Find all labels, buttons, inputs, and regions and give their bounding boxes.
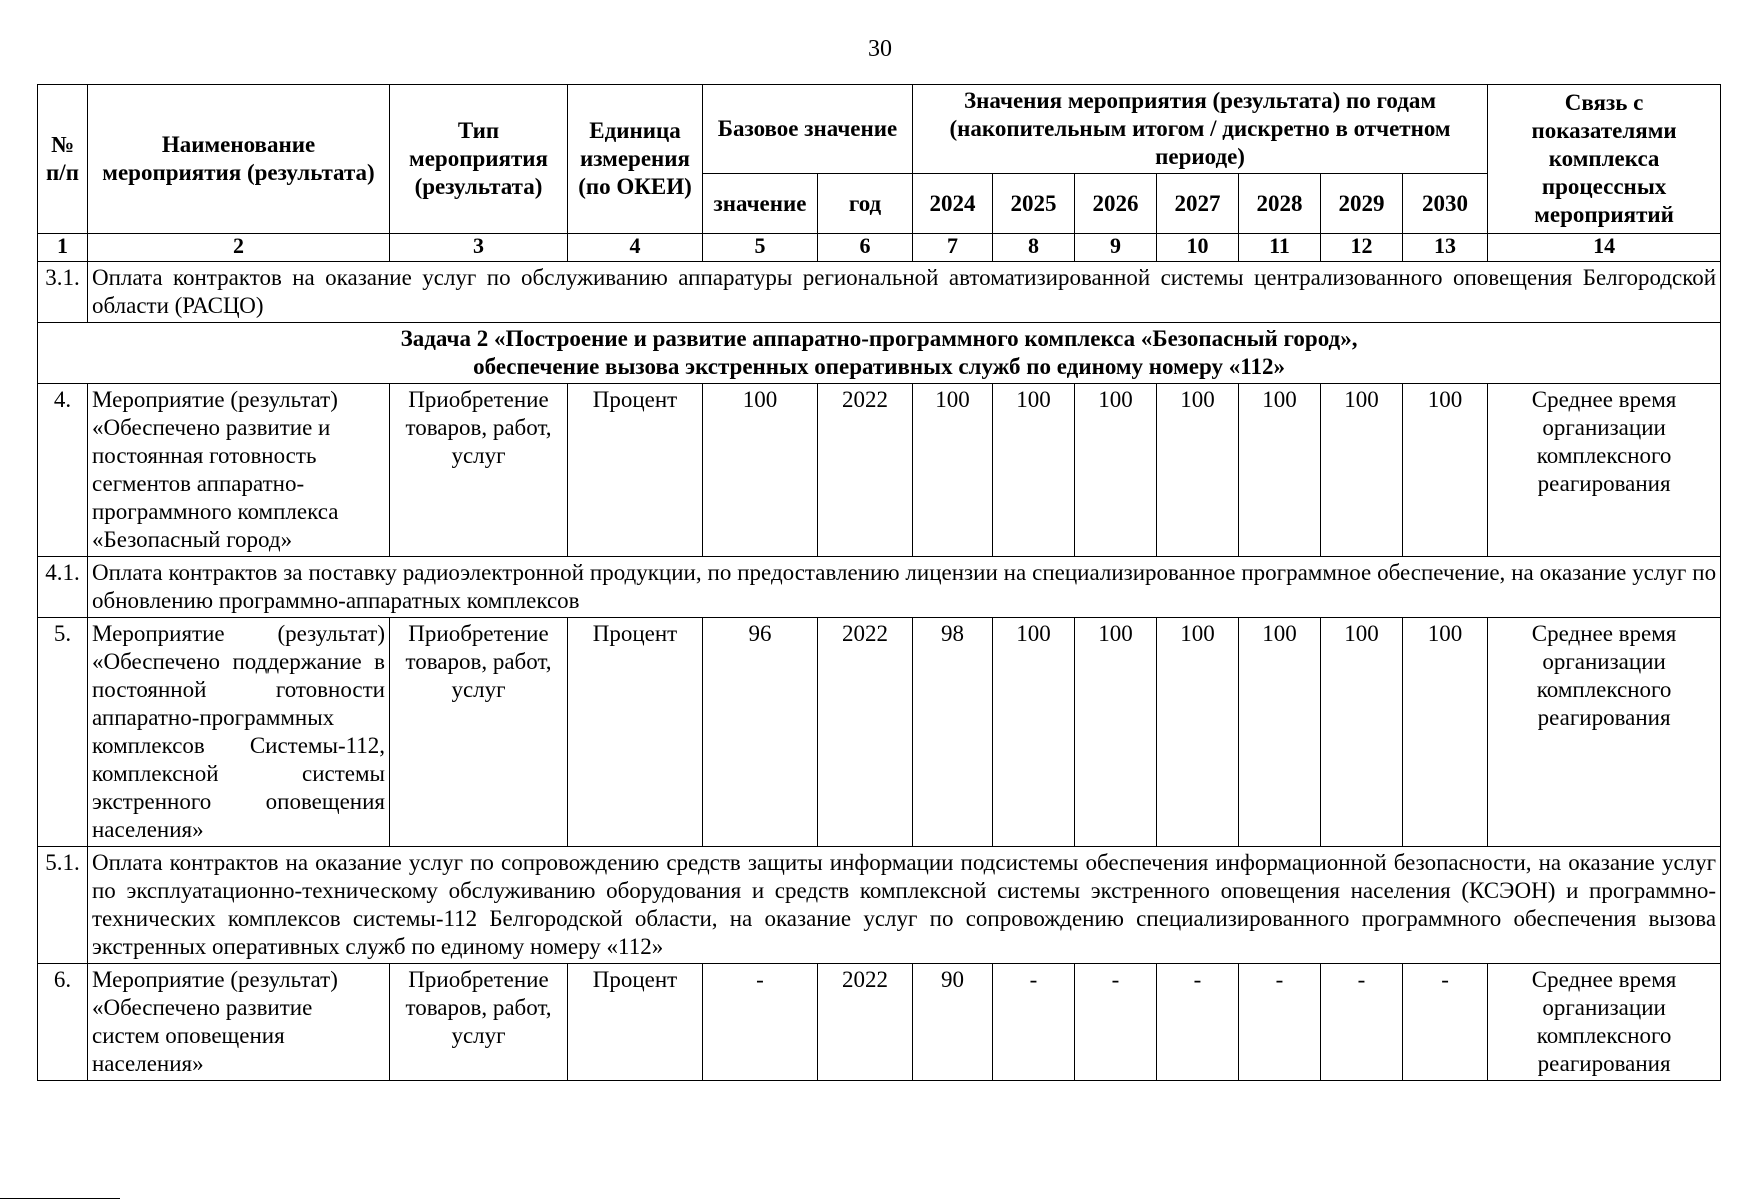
row-description: Оплата контрактов на оказание услуг по сопровождению средств защиты информации подсистемы обеспечения информационной безопасности, на оказание услуг по эксплуатационно-техническому обслуживанию оборудования и средств комплексной системы экстренного оповещения населения (КСЭОН) и программно-технических комплексов системы-112 Белгородской области, на оказание услуг по сопровождению специализированного программного обеспечения вызова экстренных оперативных служб по единому номеру «112» xyxy=(88,847,1721,964)
base-year: 2022 xyxy=(818,384,913,557)
activity-unit: Процент xyxy=(568,384,703,557)
table-header xyxy=(38,85,1721,234)
year-value: 100 xyxy=(993,384,1075,557)
year-value: 100 xyxy=(1157,618,1239,847)
task-row xyxy=(38,323,1721,384)
base-value: 96 xyxy=(703,618,818,847)
activity-name: Мероприятие (результат) «Обеспечено развитие и постоянная готовность сегментов аппаратно-программного комплекса «Безопасный город» xyxy=(88,384,390,557)
year-value: - xyxy=(1239,964,1321,1081)
year-value: 100 xyxy=(913,384,993,557)
header-num: № п/п xyxy=(38,85,88,234)
column-number: 12 xyxy=(1321,234,1403,262)
table-row xyxy=(38,618,1721,847)
header-year: 2027 xyxy=(1157,174,1239,234)
column-number: 1 xyxy=(38,234,88,262)
activity-name: Мероприятие (результат) «Обеспечено поддержание в постоянной готовности аппаратно-программных комплексов Системы-112, комплексной системы экстренного оповещения населения» xyxy=(88,618,390,847)
year-value: - xyxy=(1075,964,1157,1081)
column-number: 7 xyxy=(913,234,993,262)
year-value: 100 xyxy=(1321,384,1403,557)
table-row xyxy=(38,384,1721,557)
row-number: 5. xyxy=(38,618,88,847)
row-number: 4.1. xyxy=(38,557,88,618)
column-number: 4 xyxy=(568,234,703,262)
year-value: 100 xyxy=(1239,618,1321,847)
year-value: 100 xyxy=(1075,384,1157,557)
column-number-row xyxy=(38,234,1721,262)
year-value: 90 xyxy=(913,964,993,1081)
table-row xyxy=(38,262,1721,323)
header-unit: Единица измерения (по ОКЕИ) xyxy=(568,85,703,234)
indicator-link: Среднее время организации комплексного реагирования xyxy=(1488,964,1721,1081)
activities-table xyxy=(37,84,1721,1081)
task-title xyxy=(38,323,1721,384)
base-value: 100 xyxy=(703,384,818,557)
footer-rule xyxy=(0,1198,120,1199)
row-number: 3.1. xyxy=(38,262,88,323)
row-description: Оплата контрактов за поставку радиоэлектронной продукции, по предоставлению лицензии на специализированное программное обеспечение, на оказание услуг по обновлению программно-аппаратных комплексов xyxy=(88,557,1721,618)
header-year: 2026 xyxy=(1075,174,1157,234)
column-number: 3 xyxy=(390,234,568,262)
column-number: 14 xyxy=(1488,234,1721,262)
activity-type: Приобретение товаров, работ, услуг xyxy=(390,964,568,1081)
activity-type: Приобретение товаров, работ, услуг xyxy=(390,618,568,847)
column-number: 6 xyxy=(818,234,913,262)
activity-unit: Процент xyxy=(568,618,703,847)
header-year: 2030 xyxy=(1403,174,1488,234)
activity-type: Приобретение товаров, работ, услуг xyxy=(390,384,568,557)
year-value: 100 xyxy=(993,618,1075,847)
year-value: - xyxy=(1157,964,1239,1081)
task-title-line: обеспечение вызова экстренных оперативных служб по единому номеру «112» xyxy=(473,354,1285,379)
base-year: 2022 xyxy=(818,618,913,847)
task-title-line: Задача 2 «Построение и развитие аппаратно-программного комплекса «Безопасный город», xyxy=(400,326,1358,351)
column-number: 8 xyxy=(993,234,1075,262)
year-value: 100 xyxy=(1075,618,1157,847)
header-year: 2024 xyxy=(913,174,993,234)
row-number: 6. xyxy=(38,964,88,1081)
row-number: 4. xyxy=(38,384,88,557)
column-number: 13 xyxy=(1403,234,1488,262)
indicator-link: Среднее время организации комплексного реагирования xyxy=(1488,384,1721,557)
table-row xyxy=(38,557,1721,618)
year-value: - xyxy=(993,964,1075,1081)
base-year: 2022 xyxy=(818,964,913,1081)
column-number: 10 xyxy=(1157,234,1239,262)
header-base: Базовое значение xyxy=(703,85,913,174)
indicator-link: Среднее время организации комплексного реагирования xyxy=(1488,618,1721,847)
column-number: 5 xyxy=(703,234,818,262)
page-number: 30 xyxy=(868,36,892,62)
row-description: Оплата контрактов на оказание услуг по обслуживанию аппаратуры региональной автоматизированной системы централизованного оповещения Белгородской области (РАСЦО) xyxy=(88,262,1721,323)
column-number: 2 xyxy=(88,234,390,262)
year-value: 100 xyxy=(1157,384,1239,557)
year-value: 100 xyxy=(1403,618,1488,847)
header-type: Тип мероприятия (результата) xyxy=(390,85,568,234)
header-link: Связь с показателями комплекса процессных мероприятий xyxy=(1488,85,1721,234)
header-year: 2028 xyxy=(1239,174,1321,234)
header-base-year: год xyxy=(818,174,913,234)
row-number: 5.1. xyxy=(38,847,88,964)
base-value: - xyxy=(703,964,818,1081)
year-value: 100 xyxy=(1403,384,1488,557)
column-number: 9 xyxy=(1075,234,1157,262)
table-row xyxy=(38,847,1721,964)
header-name: Наименование мероприятия (результата) xyxy=(88,85,390,234)
year-value: - xyxy=(1321,964,1403,1081)
header-year: 2029 xyxy=(1321,174,1403,234)
table-row xyxy=(38,964,1721,1081)
header-year: 2025 xyxy=(993,174,1075,234)
year-value: 98 xyxy=(913,618,993,847)
column-number: 11 xyxy=(1239,234,1321,262)
activity-name: Мероприятие (результат) «Обеспечено развитие систем оповещения населения» xyxy=(88,964,390,1081)
header-base-value: значение xyxy=(703,174,818,234)
header-years: Значения мероприятия (результата) по годам (накопительным итогом / дискретно в отчетном периоде) xyxy=(913,85,1488,174)
year-value: 100 xyxy=(1239,384,1321,557)
activity-unit: Процент xyxy=(568,964,703,1081)
year-value: - xyxy=(1403,964,1488,1081)
year-value: 100 xyxy=(1321,618,1403,847)
